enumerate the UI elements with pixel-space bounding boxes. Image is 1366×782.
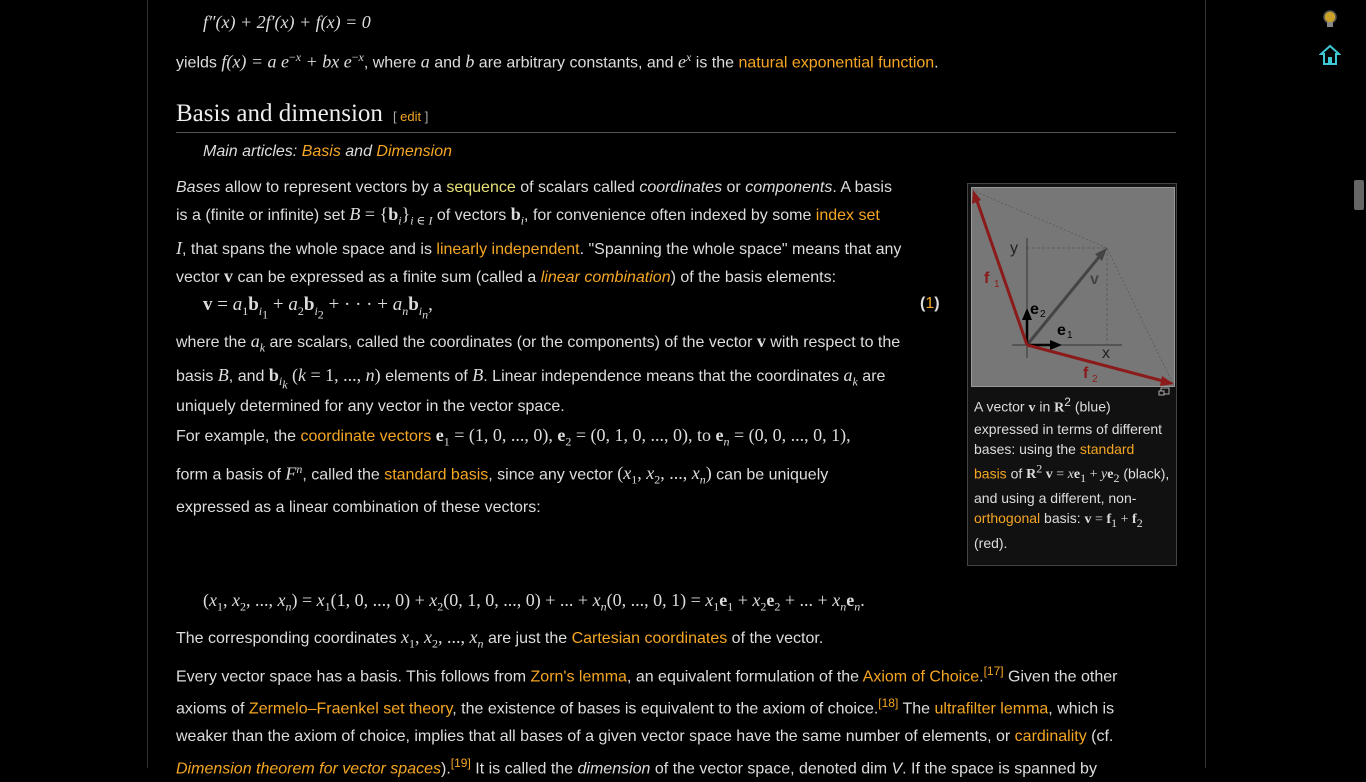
standard-basis-link[interactable]: standard basis [384,465,489,483]
ultrafilter-lemma-link[interactable]: ultrafilter lemma [934,700,1049,718]
ref-18[interactable]: [18] [878,696,899,711]
svg-text:v: v [1090,271,1099,288]
svg-text:2: 2 [1092,374,1098,385]
paragraph-coordinates: where the $a_k$ are scalars, called the coordinates (or the components) of the vector v with respect to the basis B, and $b_{i_k}$ (k = 1, ..., n) elements of B. Linear independence means that the coordinates $a_k$ are uniquely determined for any vector in the vector space. [176,331,901,415]
lightbulb-icon[interactable] [1319,8,1341,30]
hatnote: Main articles: Basis and Dimension [203,143,453,160]
natural-exponential-link[interactable]: natural exponential function [738,54,935,72]
basis-diagram-svg [972,188,1174,386]
equation-expansion: ($x_1$, $x_2$, ..., $x_n) = x_1(1$, 0, ..., $0) + x_2(0$, 1, 0, ..., 0) + ... + $x_n(0$, ..., 0, $1) = x_1e_1 + x_2e_2$ + ... + $x_ne_n$. [203,590,865,614]
home-icon[interactable] [1319,44,1341,66]
zf-set-theory-link[interactable]: Zermelo–Fraenkel set theory [248,700,453,718]
scrollbar-thumb[interactable] [1354,180,1364,210]
basis-diagram[interactable] [971,187,1175,387]
axiom-of-choice-link[interactable]: Axiom of Choice [862,668,980,686]
svg-text:2: 2 [1040,309,1046,320]
figure-caption: A vector v in $R^2$ (blue) expressed in terms of different bases: using the standard basis of $R^2$ $v = xe_1 + ye_2$ (black), and using a different, non-orthogonal basis: $v = f_1 + f_2$ (red). [974,395,1170,551]
caption-standard-basis-link[interactable]: standard basis [974,440,1135,482]
yields-paragraph: yields f(x) = a $e^{-x}$ + bx $e^{-x}$, where a and b are arbitrary constants, and $e^x$ is the natural exponential function. [176,50,939,72]
basis-link[interactable]: Basis [301,143,341,160]
equation-1: $v = a_1b_{i_1} + a_2b_{i_2}$ + · · · + $a_nb_{i_n}$, [203,294,433,322]
svg-text:y: y [1010,240,1018,257]
linear-combination-link[interactable]: linear combination [540,268,671,286]
svg-text:f: f [1083,365,1089,382]
paragraph-cartesian: The corresponding coordinates $x_1$, $x_2$, ..., $x_n$ are just the Cartesian coordinates of the vector. [176,627,824,651]
dimension-theorem-link[interactable]: Dimension theorem for vector spaces [176,759,441,777]
index-set-link[interactable]: index set [815,207,880,224]
paragraph-standard-basis: For example, the coordinate vectors $e_1 = (1$, 0, ..., 0), $e_2 = (0$, 1, 0, ..., 0), to $e_n = (0$, 0, ..., 0, 1), form a basis of $F^n$, called the standard basis, since any vector ($x_1$, $x_2$, ..., $x_n$) can be uniquely expressed as a linear combination of these vectors: [176,425,851,516]
equation-number: (1) [920,295,940,312]
section-heading: Basis and dimension [ edit ] [176,100,1176,133]
paragraph-bases: Bases allow to represent vectors by a sequence of scalars called coordinates or components. A basis is a (finite or infinite) set $B = \{b_i\}_{i \in I}$ of vectors $b_i$, for convenience often indexed by some index set I, that spans the whole space and is linearly independent. "Spanning the whole space" means that any vector v can be expressed as a finite sum (called a linear combination) of the basis elements: [176,179,902,286]
cardinality-link[interactable]: cardinality [1014,727,1087,745]
svg-text:x: x [1102,345,1110,362]
zorns-lemma-link[interactable]: Zorn's lemma [530,668,627,686]
equation-ode: f″(x) + 2f′(x) + f(x) = 0 [203,12,371,32]
orthogonal-link[interactable]: orthogonal [974,510,1041,527]
ref-17[interactable]: [17] [983,664,1004,678]
svg-text:e: e [1030,301,1039,318]
paragraph-existence: Every vector space has a basis. This follows from Zorn's lemma, an equivalent formulation of the Axiom of Choice.[17] Given the other axioms of Zermelo–Fraenkel set theory, the existence of bases is equivalent to the axiom of choice.[18] The ultrafilter lemma, which is weaker than the axiom of choice, implies that all bases of a given vector space have the same number of elements, or cardinality (cf. Dimension theorem for vector spaces).[19] It is called the dimension of the vector space, denoted dim V. If the space is spanned by [176,664,1118,777]
svg-text:1: 1 [994,279,1000,290]
dimension-link[interactable]: Dimension [376,143,453,160]
figure-basis [967,183,1177,566]
scrollbar[interactable] [1350,0,1366,768]
edit-section-link[interactable]: [ edit ] [392,109,429,124]
equation-1-ref[interactable]: 1 [925,295,935,312]
linearly-independent-link[interactable]: linearly independent [436,240,580,258]
svg-text:f: f [984,270,990,287]
sequence-link[interactable]: sequence [446,179,516,196]
cartesian-coordinates-link[interactable]: Cartesian coordinates [571,630,728,647]
svg-text:e: e [1057,322,1066,339]
ref-19[interactable]: [19] [450,755,471,770]
coordinate-vectors-link[interactable]: coordinate vectors [300,428,432,445]
svg-text:1: 1 [1067,330,1073,341]
article-content [147,0,1206,777]
